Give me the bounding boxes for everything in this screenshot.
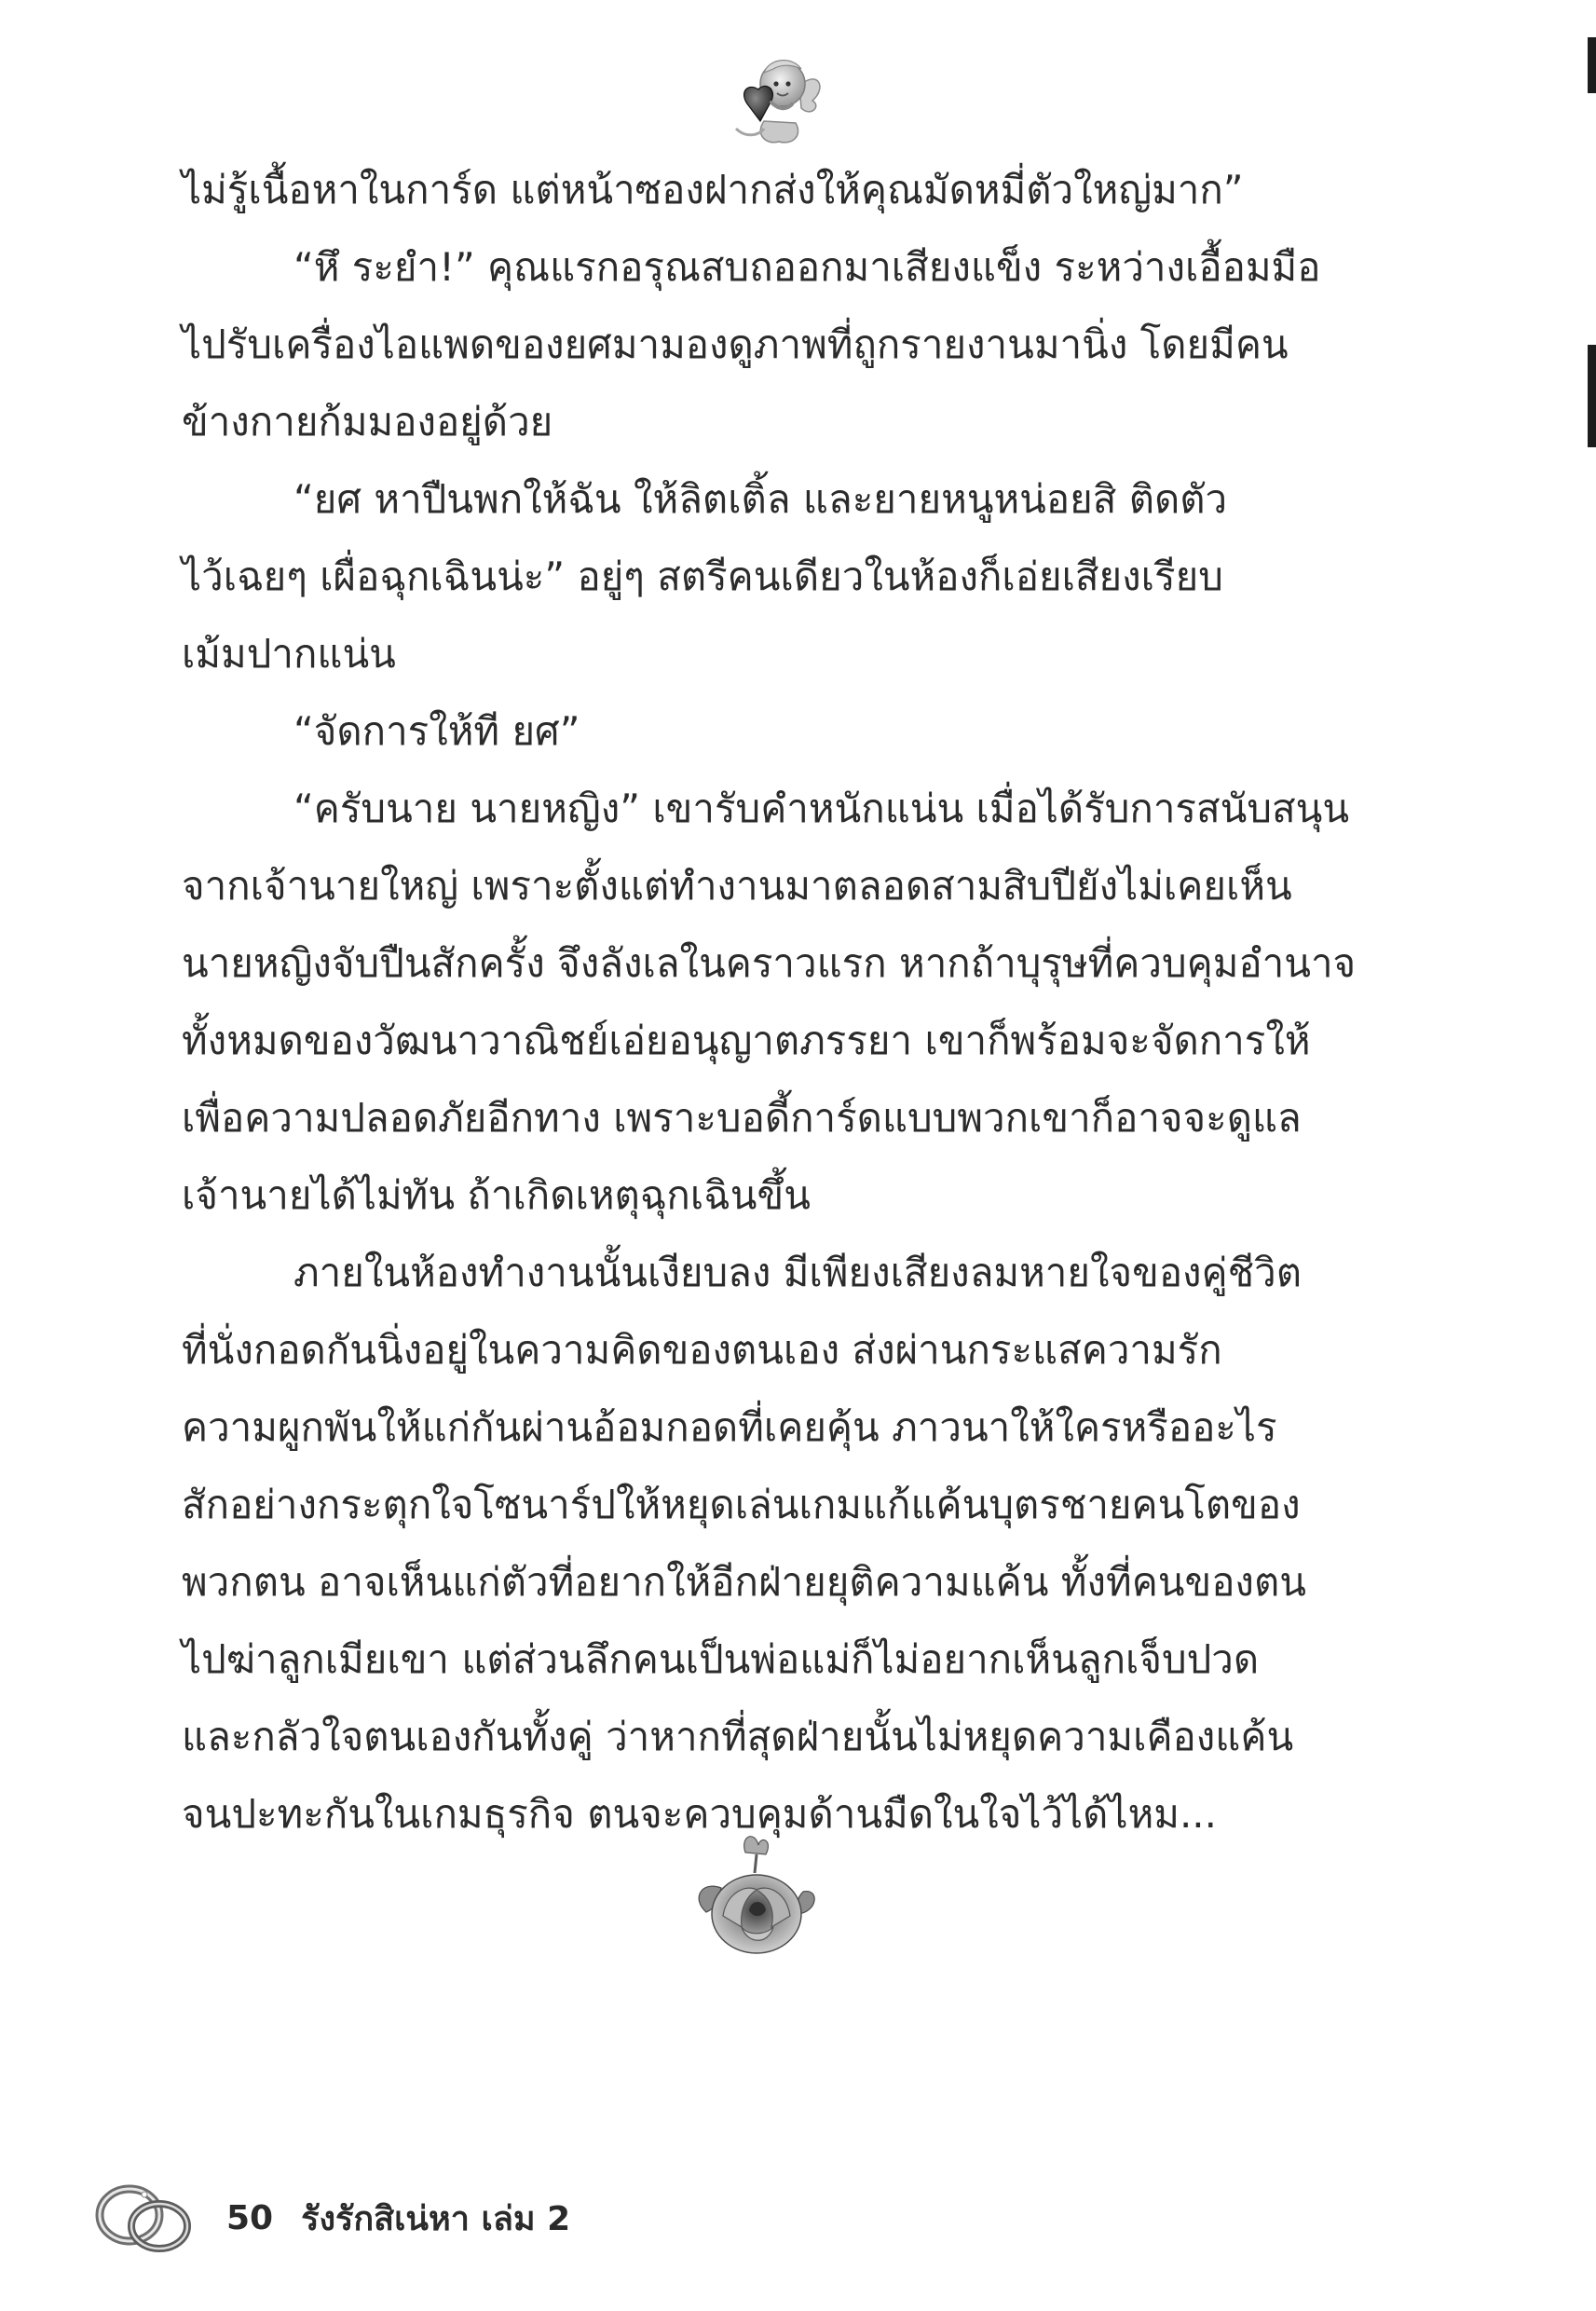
page-footer bbox=[89, 2171, 570, 2264]
body-line: ไม่รู้เนื้อหาในการ์ด แต่หน้าซองฝากส่งให้คุณมัดหมี่ตัวใหญ่มาก” bbox=[182, 167, 1244, 212]
rose-icon bbox=[689, 1826, 820, 1966]
wedding-rings-icon bbox=[89, 2176, 200, 2260]
body-line: จนปะทะกันในเกมธุรกิจ ตนจะควบคุมด้านมืดในใจไว้ได้ไหม... bbox=[182, 1791, 1217, 1837]
body-line: ไปฆ่าลูกเมียเขา แต่ส่วนลึกคนเป็นพ่อแม่ก็ไม่อยากเห็นลูกเจ็บปวด bbox=[182, 1636, 1260, 1682]
body-line: ไปรับเครื่องไอแพดของยศมามองดูภาพที่ถูกรายงานมานิ่ง โดยมีคน bbox=[182, 321, 1289, 367]
body-line: สักอย่างกระตุกใจโซนาร์ปให้หยุดเล่นเกมแก้แค้นบุตรชายคนโตของ bbox=[182, 1482, 1301, 1527]
cupid-with-heart-icon bbox=[717, 48, 829, 151]
edge-mark-top bbox=[1588, 37, 1596, 93]
body-line: จากเจ้านายใหญ่ เพราะตั้งแต่ทำงานมาตลอดสามสิบปียังไม่เคยเห็น bbox=[182, 863, 1292, 909]
body-line: ทั้งหมดของวัฒนาวาณิชย์เอ่ยอนุญาตภรรยา เขาก็พร้อมจะจัดการให้ bbox=[182, 1018, 1311, 1063]
body-line: “ครับนาย นายหญิง” เขารับคำหนักแน่น เมื่อได้รับการสนับสนุน bbox=[293, 786, 1350, 831]
page-number: 50 bbox=[226, 2198, 274, 2237]
body-line: เพื่อความปลอดภัยอีกทาง เพราะบอดี้การ์ดแบบพวกเขาก็อาจจะดูแล bbox=[182, 1095, 1302, 1141]
body-line: “จัดการให้ที ยศ” bbox=[293, 708, 580, 754]
edge-mark-middle bbox=[1588, 345, 1596, 447]
body-line: และกลัวใจตนเองกันทั้งคู่ ว่าหากที่สุดฝ่ายนั้นไม่หยุดความเคืองแค้น bbox=[182, 1714, 1294, 1759]
body-line: ภายในห้องทำงานนั้นเงียบลง มีเพียงเสียงลมหายใจของคู่ชีวิต bbox=[293, 1250, 1303, 1295]
body-line: ที่นั่งกอดกันนิ่งอยู่ในความคิดของตนเอง ส่งผ่านกระแสความรัก bbox=[182, 1327, 1222, 1373]
body-line: ความผูกพันให้แก่กันผ่านอ้อมกอดที่เคยคุ้น ภาวนาให้ใครหรืออะไร bbox=[182, 1404, 1277, 1450]
body-line: “หึ ระยำ!” คุณแรกอรุณสบถออกมาเสียงแข็ง ระหว่างเอื้อมมือ bbox=[293, 244, 1321, 290]
body-line: เจ้านายได้ไม่ทัน ถ้าเกิดเหตุฉุกเฉินขึ้น bbox=[182, 1172, 811, 1218]
book-title: รังรักสิเน่หา เล่ม 2 bbox=[301, 2199, 571, 2238]
body-line: เม้มปากแน่น bbox=[182, 631, 396, 677]
body-line: พวกตน อาจเห็นแก่ตัวที่อยากให้อีกฝ่ายยุติความแค้น ทั้งที่คนของตน bbox=[182, 1559, 1306, 1605]
body-line: ไว้เฉยๆ เผื่อฉุกเฉินน่ะ” อยู่ๆ สตรีคนเดียวในห้องก็เอ่ยเสียงเรียบ bbox=[182, 554, 1223, 599]
body-line: นายหญิงจับปืนสักครั้ง จึงลังเลในคราวแรก หากถ้าบุรุษที่ควบคุมอำนาจ bbox=[182, 940, 1357, 986]
body-line: ข้างกายก้มมองอยู่ด้วย bbox=[182, 399, 553, 444]
body-line: “ยศ หาปืนพกให้ฉัน ให้ลิตเติ้ล และยายหนูหน่อยสิ ติดตัว bbox=[293, 476, 1228, 522]
